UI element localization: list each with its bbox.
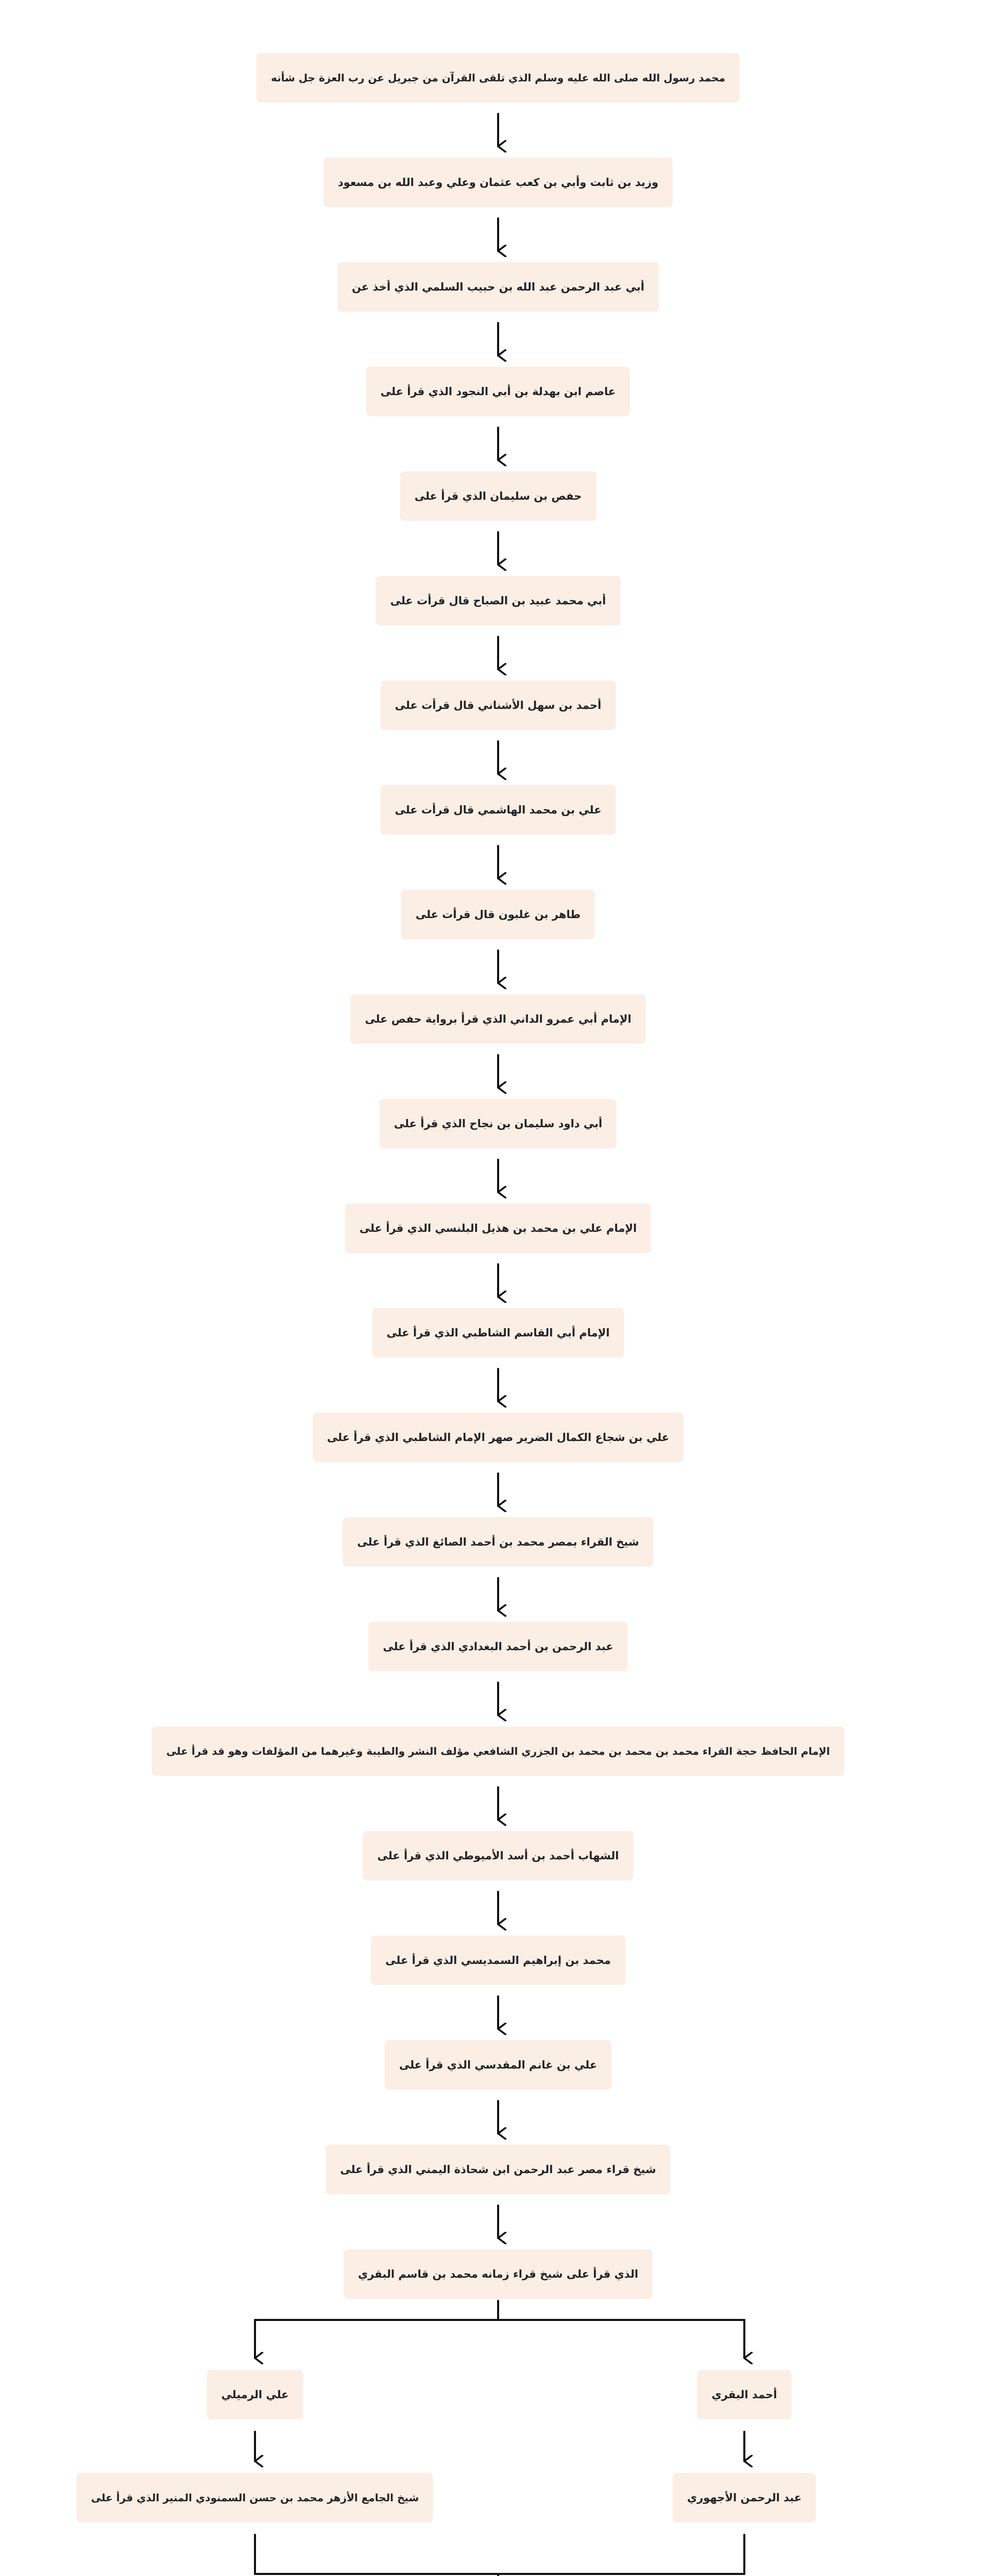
chain-node-17: الإمام الحافظ حجة القراء محمد بن محمد بن محمد بن الجزري الشافعي مؤلف النشر والطيبة وغيرهما من المؤلفات وهو قد قرأ على	[152, 1726, 844, 1776]
chain-node-1: محمد رسول الله صلى الله عليه وسلم الذي تلقى القرآن من جبريل عن رب العزة جل شأنه	[257, 53, 740, 103]
chain-node-9: طاهر بن غلبون قال قرأت على	[401, 890, 595, 939]
chain-node-10: الإمام أبي عمرو الداني الذي قرأ برواية حفص على	[350, 994, 645, 1044]
chain-node-5: حفص بن سليمان الذي قرأ على	[400, 471, 596, 521]
chain-node-2: وزيد بن ثابت وأبي بن كعب عثمان وعلي وعبد الله بن مسعود	[323, 158, 673, 207]
chain-node-8: علي بن محمد الهاشمي قال قرأت على	[380, 785, 616, 835]
chain-node-19: محمد بن إبراهيم السمديسي الذي قرأ على	[371, 1936, 625, 1985]
chain-node-20: علي بن غانم المقدسي الذي قرأ على	[385, 2040, 611, 2090]
node-ajhouri: عبد الرحمن الأجهوري	[673, 2473, 816, 2522]
chain-node-15: شيخ القراء بمصر محمد بن أحمد الصائغ الذي قرأ على	[343, 1517, 653, 1567]
chain-node-22: الذي قرأ على شيخ قراء زمانه محمد بن قاسم البقري	[344, 2249, 653, 2299]
node-ali-rumaili: علي الرميلي	[207, 2370, 303, 2419]
chain-node-7: أحمد بن سهل الأشناني قال قرأت على	[381, 681, 616, 730]
chain-node-21: شيخ قراء مصر عبد الرحمن ابن شحاذة اليمني الذي قرأ على	[326, 2145, 670, 2194]
chain-node-16: عبد الرحمن بن أحمد البغدادي الذي قرأ على	[368, 1622, 627, 1671]
chain-node-3: أبي عبد الرحمن عبد الله بن حبيب السلمي الذي أخذ عن	[337, 262, 659, 312]
chain-node-6: أبي محمد عبيد بن الصباح قال قرأت على	[376, 576, 621, 625]
chain-node-12: الإمام علي بن محمد بن هذيل البلنسي الذي قرأ على	[345, 1204, 651, 1253]
chain-node-14: علي بن شجاع الكمال الضرير صهر الإمام الشاطبي الذي قرأ على	[313, 1413, 684, 1462]
chain-node-13: الإمام أبي القاسم الشاطبي الذي قرأ على	[372, 1308, 624, 1358]
node-ahmad-baqari: أحمد البقري	[697, 2370, 792, 2419]
chain-node-18: الشهاب أحمد بن أسد الأميوطي الذي قرأ على	[363, 1831, 633, 1880]
chain-node-4: عاصم ابن بهدلة بن أبي النجود الذي قرأ على	[366, 367, 630, 416]
node-samannudi: شيخ الجامع الأزهر محمد بن حسن السمنودي المنير الذي قرأ على	[77, 2473, 433, 2522]
chain-node-11: أبي داود سليمان بن نجاح الذي قرأ على	[380, 1099, 617, 1148]
